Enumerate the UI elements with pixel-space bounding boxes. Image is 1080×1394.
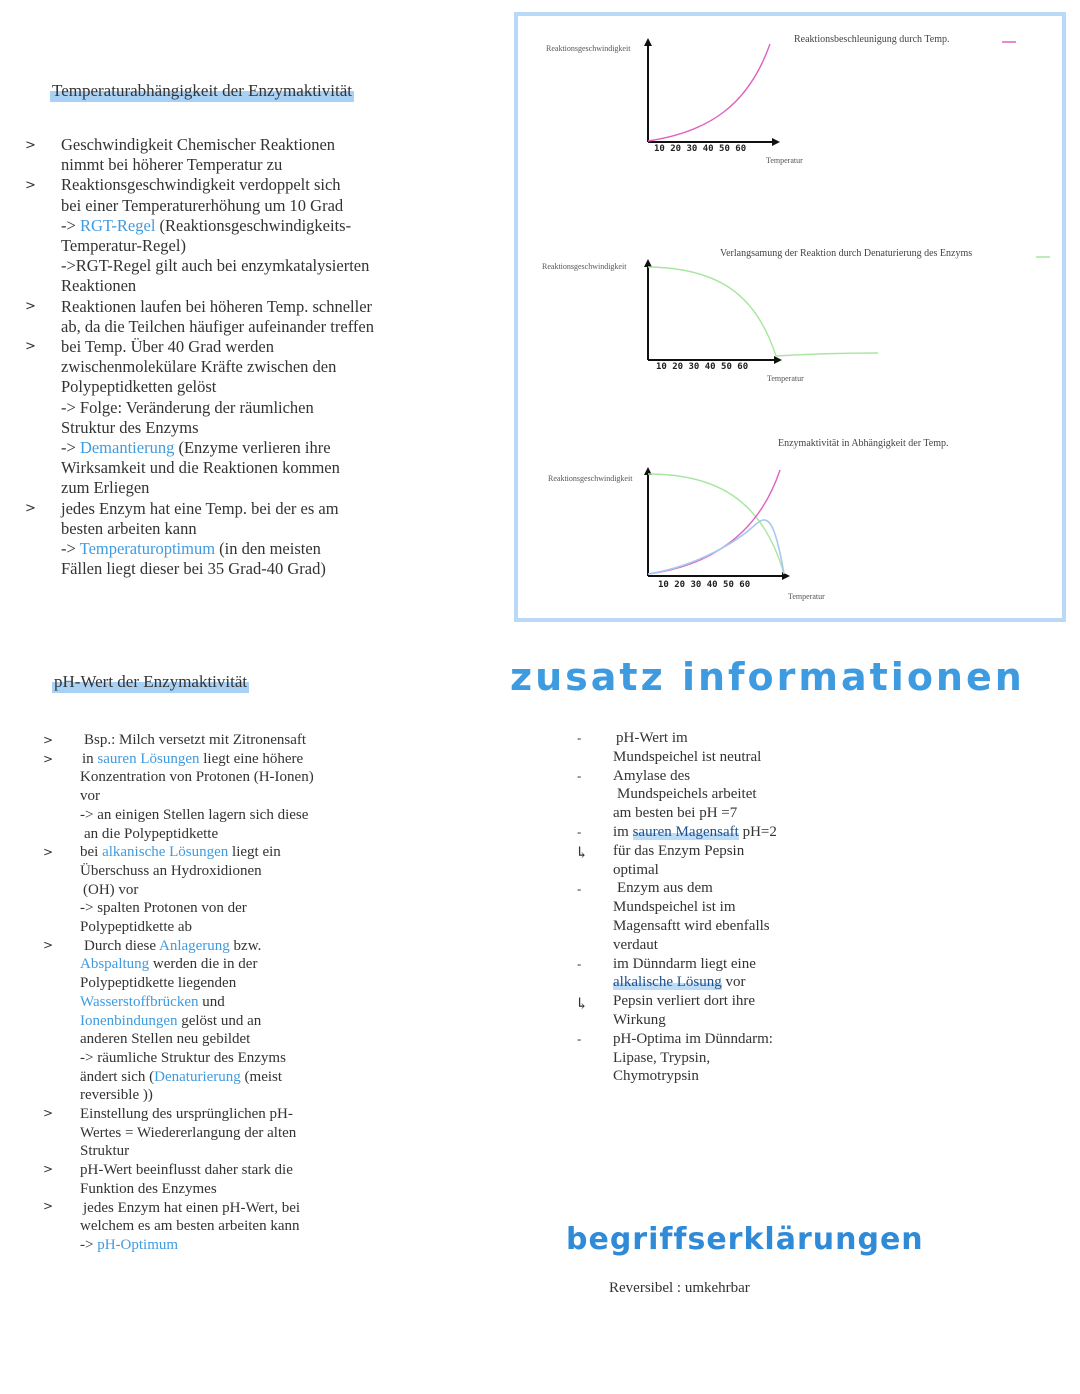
term-saurer-magensaft: sauren Magensaft: [632, 823, 739, 840]
graph1-ticks: 10 20 30 40 50 60: [654, 144, 747, 154]
section2-text: Bsp.: Milch versetzt mit Zitronensaft in sauren Lösungen liegt eine höhere Konzentration von Protonen (H-Ionen) vor -> an einigen Stellen lagern sich diese an die Polypeptidkette bei alkanische Lösungen liegt ein Überschuss an Hydroxidionen (OH) vor -> spalten Protonen von der Polypeptidkette ab Durch diese Anlagerung bzw. Abspaltung werden die in der Polypeptidkette liegenden Wasserstoffbrücken und Ionenbindungen gelöst und an anderen Stellen neu gebildet -> räumliche Struktur des Enzyms ändert sich (Denaturierung (meist reversible )) Einstellung des ursprünglichen pH- Wertes = Wiedererlangung der alten Struktur pH-Wert beeinflusst daher stark die Funktion des Enzymes jedes Enzym hat einen pH-Wert, bei welchem es am besten arbeiten kann -> pH-Optimum: [80, 732, 314, 1253]
graph2-title: Verlangsamung der Reaktion durch Denaturierung des Enzyms: [720, 248, 973, 259]
term-wasserstoffbruecken: Wasserstoffbrücken: [80, 993, 199, 1010]
list-item: Geschwindigkeit Chemischer Reaktionen nimmt bei höherer Temperatur zu: [61, 135, 336, 175]
dash-marker: -: [577, 768, 582, 783]
term-ph-optimum: pH-Optimum: [97, 1236, 179, 1253]
graph2-x-arrow: [774, 356, 782, 364]
bullet-marker: >: [43, 845, 54, 859]
term-anlagerung: Anlagerung: [158, 937, 230, 954]
bullet-marker: >: [25, 299, 36, 314]
graph1-title: Reaktionsbeschleunigung durch Temp.: [794, 34, 950, 45]
bullet-marker: >: [43, 1199, 54, 1213]
graph1-y-arrow: [644, 38, 652, 46]
graph1-ylabel: Reaktionsgeschwindigkeit: [546, 44, 631, 53]
term-denaturierung: Denaturierung: [154, 1068, 241, 1085]
term-saure-loesungen: sauren Lösungen: [97, 750, 200, 767]
graph3-ticks: 10 20 30 40 50 60: [658, 580, 751, 590]
graph3-svg: [638, 456, 1038, 586]
dash-marker: -: [577, 956, 582, 971]
term-rgt-regel: RGT-Regel: [79, 215, 156, 235]
term-abspaltung: Abspaltung: [80, 956, 150, 973]
arrow-marker-icon: ↳: [575, 996, 589, 1013]
begriffe-title: begriffserklärungen: [566, 1222, 924, 1257]
list-item: Reaktionen laufen bei höheren Temp. schneller ab, da die Teilchen häufiger aufeinander treffen: [61, 296, 374, 336]
graph1-x-arrow: [772, 138, 780, 146]
graph2-curve: [648, 267, 878, 356]
bullet-marker: >: [25, 501, 36, 516]
dash-marker: -: [577, 730, 582, 745]
graph2-xlabel: Temperatur: [767, 374, 804, 383]
begriffe-entry: Reversibel : umkehrbar: [609, 1280, 750, 1296]
graph2-svg: [638, 254, 1058, 374]
dash-marker: -: [577, 824, 582, 839]
graph1-curve: [648, 44, 770, 141]
dash-marker: -: [577, 881, 582, 896]
section1-text: [61, 135, 441, 579]
graph2-ylabel: Reaktionsgeschwindigkeit: [542, 262, 627, 271]
term-demantierung: Demantierung: [79, 438, 175, 458]
bullet-marker: >: [43, 1162, 54, 1176]
term-alkanische-loesungen: alkanische Lösungen: [102, 844, 229, 861]
bullet-marker: >: [25, 138, 36, 153]
bullet-marker: >: [43, 938, 54, 952]
bullet-marker: >: [25, 339, 36, 354]
graph3-ylabel: Reaktionsgeschwindigkeit: [548, 474, 633, 483]
bullet-marker: >: [25, 178, 36, 193]
list-item: jedes Enzym hat eine Temp. bei der es am besten arbeiten kann -> Temperaturoptimum (in den meisten Fällen liegt dieser bei 35 Grad-40 Grad): [61, 498, 339, 579]
graph3-green-curve: [648, 474, 784, 574]
term-ionenbindungen: Ionenbindungen: [80, 1012, 178, 1029]
zusatz-title: zusatz informationen: [510, 655, 1025, 699]
graph2-y-arrow: [644, 259, 652, 267]
term-alkalische-loesung: alkalische Lösung: [613, 974, 722, 991]
list-item: Reaktionsgeschwindigkeit verdoppelt sich bei einer Temperaturerhöhung um 10 Grad -> RGT-Regel (Reaktionsgeschwindigkeits- Temperatur-Regel) ->RGT-Regel gilt auch bei enzymkatalysierten Reaktionen: [61, 175, 370, 296]
graph-panel: [514, 12, 1066, 622]
graph1-xlabel: Temperatur: [766, 156, 803, 165]
term-temperaturoptimum: Temperaturoptimum: [79, 539, 216, 559]
section1-title: Temperaturabhängigkeit der Enzymaktivität: [52, 81, 352, 100]
bullet-marker: >: [43, 733, 54, 747]
bullet-marker: >: [43, 752, 54, 766]
dash-marker: -: [577, 1031, 582, 1046]
zusatz-text: pH-Wert im Mundspeichel ist neutral Amylase des Mundspeichels arbeitet am besten bei pH =7 im sauren Magensaft pH=2 für das Enzym Pepsin optimal Enzym aus dem Mundspeichel ist im Magensaftt wird ebenfalls verdaut im Dünndarm liegt eine alkalische Lösung vor Pepsin verliert dort ihre Wirkung pH-Optima im Dünndarm: Lipase, Trypsin, Chymotrypsin: [613, 730, 777, 1085]
graph3-title: Enzymaktivität in Abhängigkeit der Temp.: [778, 438, 949, 449]
graph3-xlabel: Temperatur: [788, 592, 825, 601]
graph2-ticks: 10 20 30 40 50 60: [656, 362, 749, 372]
list-item: bei Temp. Über 40 Grad werden zwischenmolekülare Kräfte zwischen den Polypeptidketten gelöst -> Folge: Veränderung der räumlichen Struktur des Enzyms -> Demantierung (Enzyme verlieren ihre Wirksamkeit und die Reaktionen kommen zum Erliegen: [61, 337, 340, 498]
bullet-marker: >: [43, 1106, 54, 1120]
arrow-marker-icon: ↳: [575, 845, 589, 862]
section2-title: pH-Wert der Enzymaktivität: [54, 672, 248, 691]
